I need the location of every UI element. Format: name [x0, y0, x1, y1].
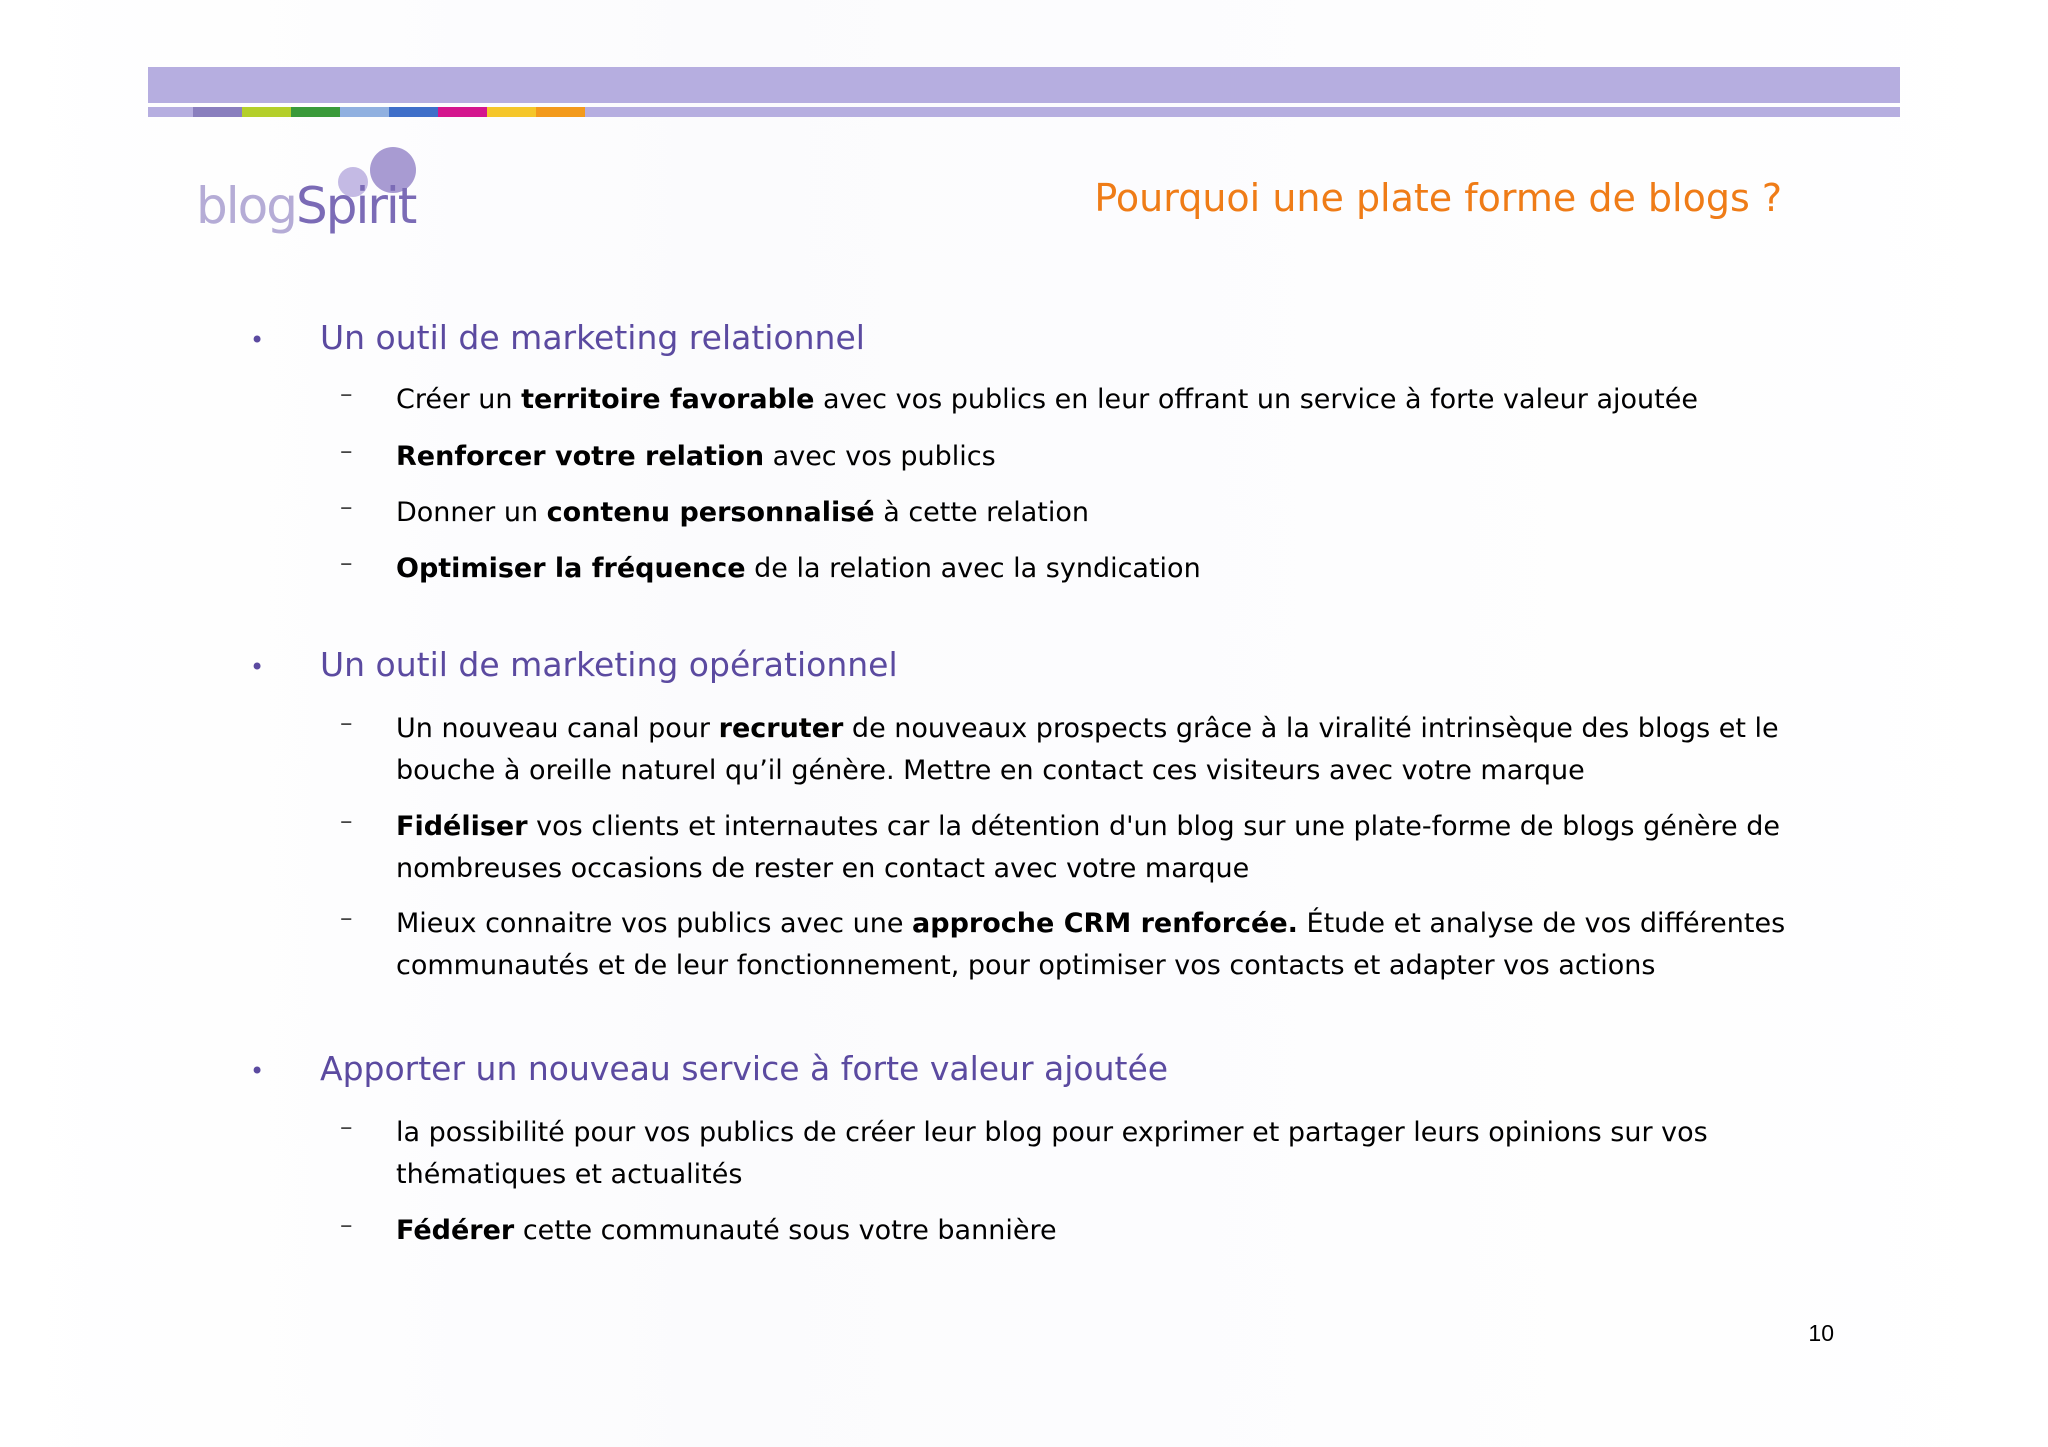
dash-icon: –: [340, 492, 353, 521]
bullet-icon: •: [250, 326, 265, 354]
emphasis-text: approche CRM renforcée.: [912, 908, 1298, 939]
list-item-text: [396, 903, 1796, 987]
emphasis-text: Fidéliser: [396, 811, 528, 842]
color-strip-segment: [536, 107, 585, 117]
list-item-text: [396, 379, 1796, 421]
emphasis-text: contenu personnalisé: [546, 497, 875, 528]
dash-icon: –: [340, 548, 353, 577]
logo-text-blog: blog: [196, 177, 296, 235]
logo-text-spirit: Spirit: [295, 177, 416, 235]
body-text: Donner un: [396, 497, 547, 528]
blogspirit-logo: [196, 143, 446, 243]
color-strip-segment: [487, 107, 536, 117]
dash-icon: –: [340, 1210, 353, 1239]
color-strip-segment: [438, 107, 487, 117]
body-text: avec vos publics: [764, 441, 996, 472]
section-heading-text: Apporter un nouveau service à forte valeur ajoutée: [320, 1049, 1169, 1088]
body-text: Étude et analyse de vos différentes communautés et de leur fonctionnement, pour optimiser vos contacts et adapter vos actions: [396, 908, 1786, 981]
emphasis-text: territoire favorable: [521, 384, 815, 415]
body-text: Un nouveau canal pour: [396, 713, 719, 744]
emphasis-text: Optimiser la fréquence: [396, 553, 746, 584]
color-strip-segment: [193, 107, 242, 117]
body-text: Mieux connaitre vos publics avec une: [396, 908, 913, 939]
list-item-text: [396, 492, 1796, 534]
body-text: de la relation avec la syndication: [745, 553, 1201, 584]
slide-title: Pourquoi une plate forme de blogs ?: [1094, 176, 1782, 220]
body-text: la possibilité pour vos publics de créer leur blog pour exprimer et partager leurs opinions sur vos thématiques et actualités: [396, 1117, 1708, 1190]
page-number: 10: [1808, 1320, 1834, 1346]
dash-icon: –: [340, 806, 353, 835]
dash-icon: –: [340, 903, 353, 932]
dash-icon: –: [340, 436, 353, 465]
list-item-text: [396, 708, 1796, 792]
body-text: à cette relation: [874, 497, 1090, 528]
header-band: [148, 67, 1900, 103]
color-strip: [193, 107, 585, 117]
logo-text: [196, 177, 416, 235]
list-item-text: [396, 806, 1796, 890]
body-text: de nouveaux prospects grâce à la viralité intrinsèque des blogs et le bouche à oreille naturel qu’il génère. Mettre en contact ces visiteurs avec votre marque: [396, 713, 1779, 786]
dash-icon: –: [340, 379, 353, 408]
bullet-icon: •: [250, 1057, 265, 1085]
list-item-text: [396, 548, 1796, 590]
color-strip-segment: [340, 107, 389, 117]
dash-icon: –: [340, 708, 353, 737]
list-item-text: [396, 436, 1796, 478]
dash-icon: –: [340, 1112, 353, 1141]
body-text: avec vos publics en leur offrant un service à forte valeur ajoutée: [814, 384, 1698, 415]
bullet-icon: •: [250, 653, 265, 681]
body-text: vos clients et internautes car la détention d'un blog sur une plate-forme de blogs génère de nombreuses occasions de rester en contact avec votre marque: [396, 811, 1780, 884]
emphasis-text: recruter: [718, 713, 844, 744]
list-item-text: [396, 1210, 1796, 1252]
emphasis-text: Fédérer: [396, 1215, 515, 1246]
color-strip-segment: [291, 107, 340, 117]
body-text: cette communauté sous votre bannière: [514, 1215, 1057, 1246]
list-item-text: [396, 1112, 1796, 1196]
section-heading-text: Un outil de marketing relationnel: [320, 318, 865, 357]
color-strip-segment: [389, 107, 438, 117]
section-heading-text: Un outil de marketing opérationnel: [320, 645, 898, 684]
body-text: Créer un: [396, 384, 522, 415]
color-strip-segment: [242, 107, 291, 117]
emphasis-text: Renforcer votre relation: [396, 441, 765, 472]
